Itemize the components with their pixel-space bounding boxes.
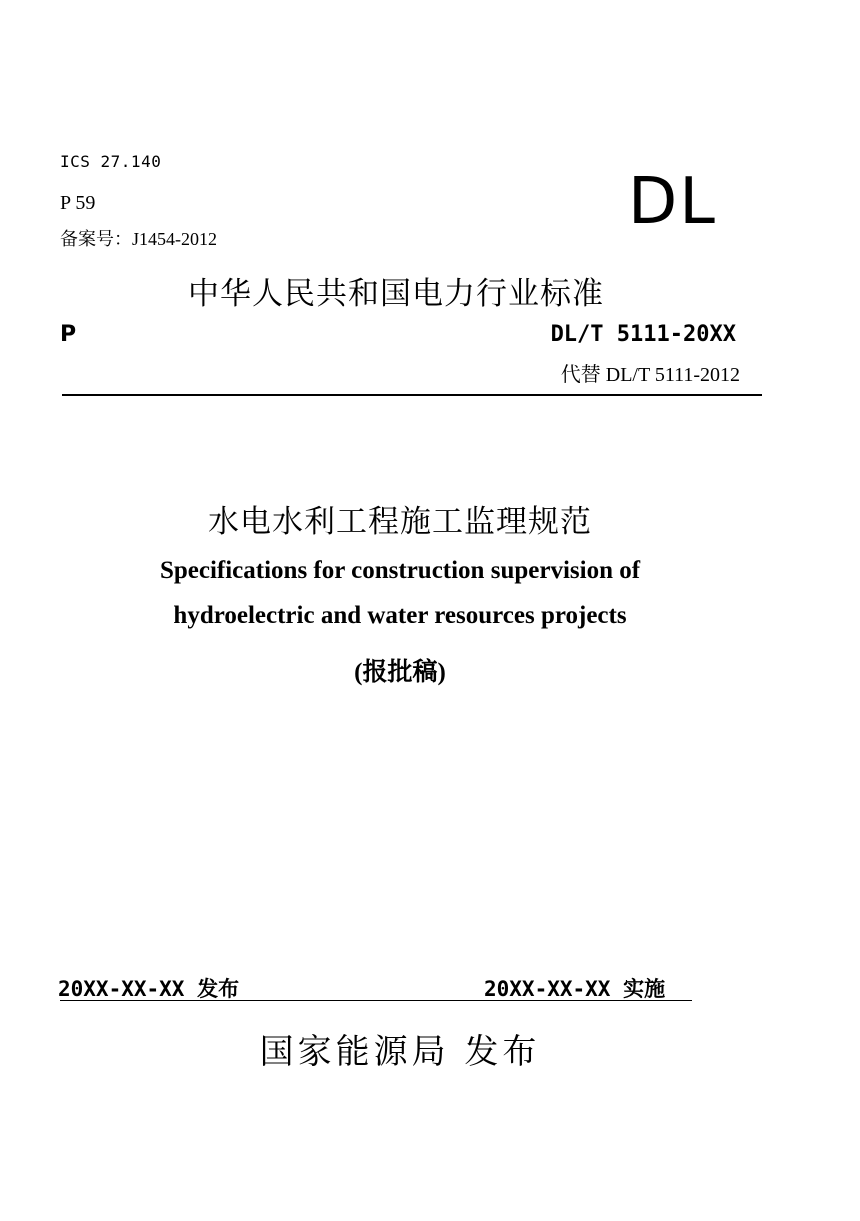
classification-code: P 59 [60, 192, 96, 214]
implementation-date: 20XX-XX-XX 实施 [484, 977, 666, 1001]
record-number: 备案号：J1454-2012 [60, 229, 217, 249]
publisher: 国家能源局 发布 [259, 1032, 541, 1072]
standard-number: DL/T 5111-20XX [550, 322, 736, 347]
document-title-english-line1: Specifications for construction supervision of [159, 557, 641, 584]
draft-status: (报批稿) [354, 659, 446, 686]
document-title-english-line2: hydroelectric and water resources projects [173, 602, 627, 629]
footer-divider [60, 1000, 692, 1001]
ics-code: ICS 27.140 [60, 152, 162, 171]
dl-logo: DL [628, 165, 717, 239]
document-title-chinese: 水电水利工程施工监理规范 [208, 504, 592, 540]
replaces-standard: 代替 DL/T 5111-2012 [560, 364, 740, 386]
header-divider [62, 394, 762, 396]
standard-category: P [60, 322, 77, 347]
issue-date: 20XX-XX-XX 发布 [58, 977, 240, 1001]
industry-standard-heading: 中华人民共和国电力行业标准 [188, 276, 604, 312]
